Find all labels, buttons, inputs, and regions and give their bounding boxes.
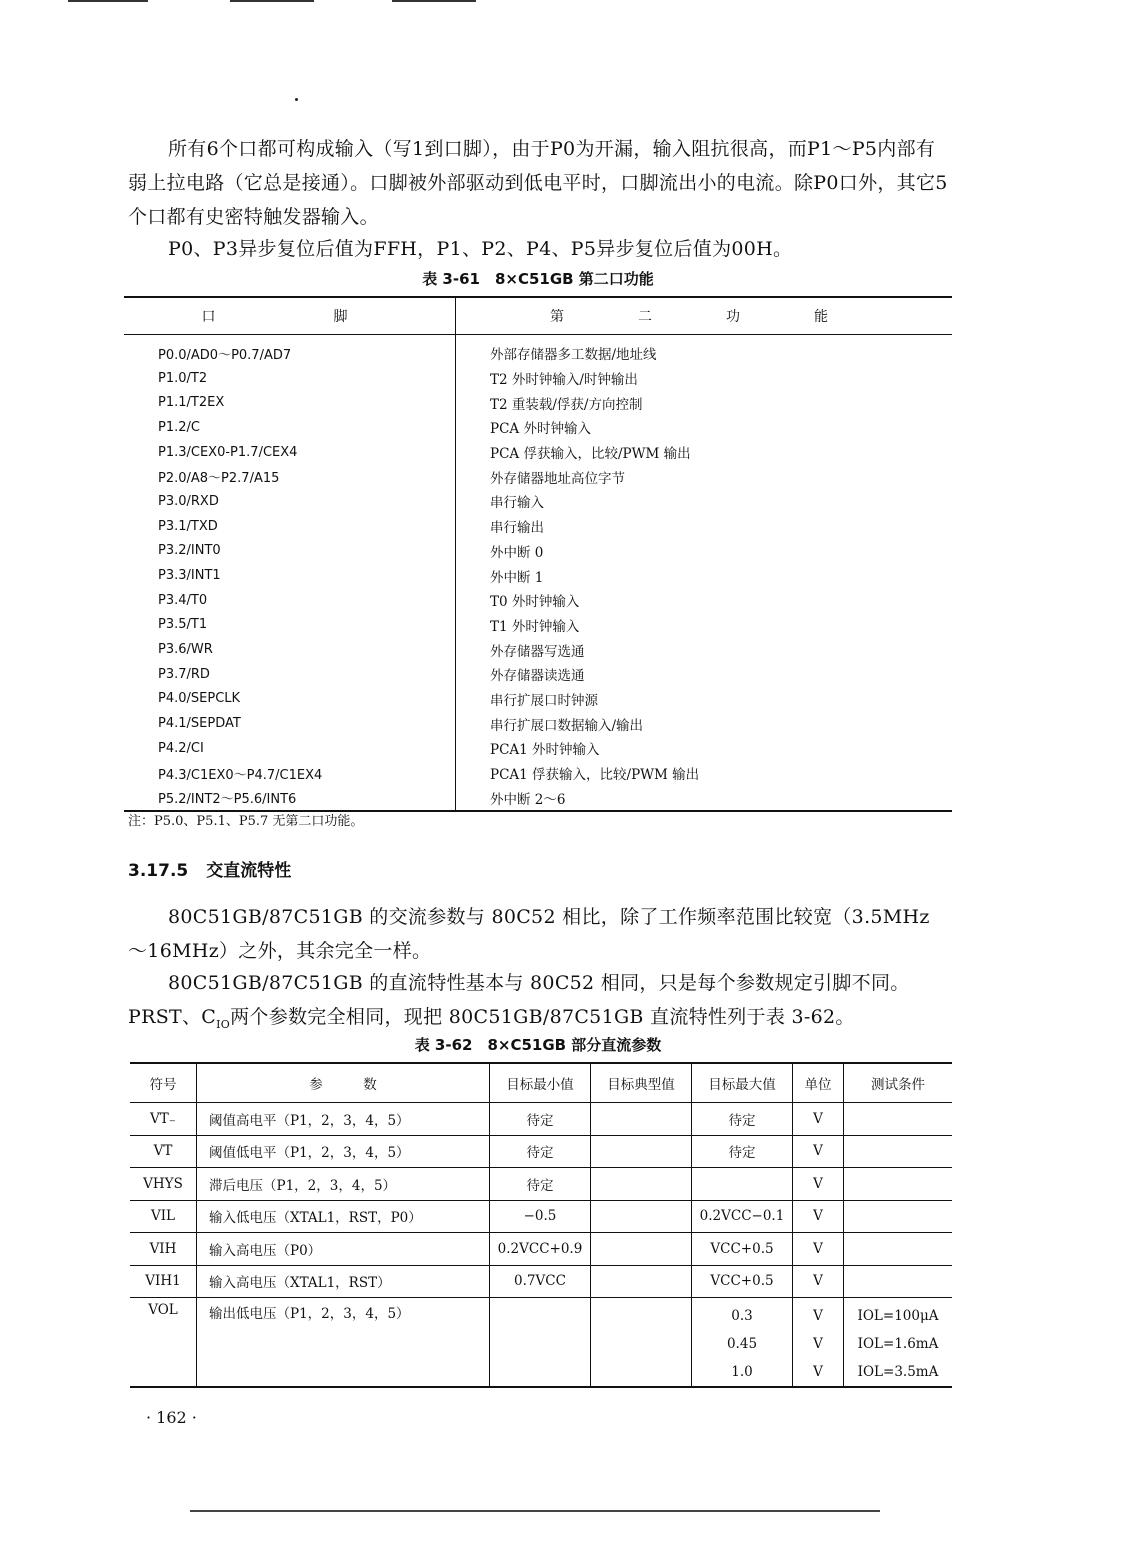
section-number: 3.17.5 [128,861,189,881]
pin-name: P3.6/WR [124,637,456,662]
table-row [124,687,952,712]
pin-function: 外存储器地址高位字节 [490,470,625,487]
paragraph-dc-text: 80C51GB/87C51GB 的直流特性基本与 80C52 相同，只是每个参数规定引脚不同。PRST、C [128,972,910,1028]
pin-name: P4.3/C1EX0～P4.7/C1EX4 [124,761,456,786]
max-cell: VCC+0.5 [692,1265,793,1298]
table-row [124,637,952,662]
pin-name: P3.3/INT1 [124,563,456,588]
symbol-cell: VIL [130,1200,197,1233]
parameter-cell: 阈值低电平（P1，2，3，4，5） [197,1135,490,1168]
column-header-unit: 单位 [793,1063,844,1103]
typ-cell [591,1233,692,1266]
column-header-parameter: 参 数 [197,1063,490,1103]
scan-edge-line [392,0,476,2]
paragraph-dc-text-end: 两个参数完全相同，现把 80C51GB/87C51GB 直流特性列于表 3-62。 [230,1006,855,1028]
table-row [124,539,952,564]
table-row [124,711,952,736]
condition-cell [844,1135,953,1168]
section-heading [128,856,291,881]
parameter-cell: 滞后电压（P1，2，3，4，5） [197,1168,490,1201]
max-cell [692,1298,793,1388]
pin-name: P3.1/TXD [124,514,456,539]
table-row [124,588,952,613]
unit-value: V [813,1364,823,1380]
condition-cell [844,1103,953,1136]
table-row [124,785,952,811]
scan-edge-line [190,1510,880,1512]
min-cell: 0.2VCC+0.9 [490,1233,591,1266]
typ-cell [591,1200,692,1233]
pin-name: P0.0/AD0～P0.7/AD7 [124,335,456,366]
pin-name: P1.3/CEX0-P1.7/CEX4 [124,440,456,465]
column-header-pin: 口 脚 [124,297,456,335]
symbol-cell: VT [130,1135,197,1168]
table-62-dc-parameters [130,1062,952,1388]
max-cell: VCC+0.5 [692,1233,793,1266]
parameter-cell: 输入高电压（XTAL1，RST） [197,1265,490,1298]
pin-name: P2.0/A8～P2.7/A15 [124,464,456,489]
table-row [124,440,952,465]
unit-cell: V [793,1135,844,1168]
column-header-function: 第 二 功 能 [456,297,953,335]
max-cell: 待定 [692,1103,793,1136]
table-61-second-functions [124,296,952,812]
min-cell [490,1298,591,1388]
typ-cell [591,1135,692,1168]
paragraph-ac-params: 80C51GB/87C51GB 的交流参数与 80C52 相比，除了工作频率范围比较宽（3.5MHz～16MHz）之外，其余完全一样。 [128,906,930,962]
symbol-cell: VIH1 [130,1265,197,1298]
section-title: 交直流特性 [206,861,292,881]
column-header-max: 目标最大值 [692,1063,793,1103]
unit-cell: V [793,1233,844,1266]
column-header-condition: 测试条件 [844,1063,953,1103]
unit-value: V [813,1308,823,1324]
pin-function: 串行输入 [490,495,544,512]
pin-name: P1.2/C [124,415,456,440]
pin-name: P3.7/RD [124,662,456,687]
symbol-cell: VIH [130,1233,197,1266]
table-row [130,1135,952,1168]
table-row [130,1103,952,1136]
parameter-cell: 阈值高电平（P1，2，3，4，5） [197,1103,490,1136]
pin-function: 外部存储器多工数据/地址线 [490,347,657,364]
pin-name: P3.5/T1 [124,613,456,638]
table-row [124,514,952,539]
paragraph-dc-params [128,966,948,1042]
parameter-cell: 输入低电压（XTAL1，RST，P0） [197,1200,490,1233]
typ-cell [591,1103,692,1136]
pin-name: P5.2/INT2～P5.6/INT6 [124,785,456,811]
table-row [124,489,952,514]
parameter-cell: 输入高电压（P0） [197,1233,490,1266]
pin-function: T2 外时钟输入/时钟输出 [490,372,638,389]
pin-function: 外中断 2～6 [456,785,953,811]
cond-value: IOL=1.6mA [857,1336,939,1352]
pin-name: P4.0/SEPCLK [124,687,456,712]
max-cell: 0.2VCC−0.1 [692,1200,793,1233]
max-value: 0.3 [731,1308,753,1324]
typ-cell [591,1298,692,1388]
condition-cell [844,1233,953,1266]
paragraph-ports-input: 所有6个口都可构成输入（写1到口脚），由于P0为开漏，输入阻抗很高，而P1～P5内部有弱上拉电路（它总是接通）。口脚被外部驱动到低电平时，口脚流出小的电流。除P0口外，其它5个口都有史密特触发器输入。 [128,138,948,228]
table-row [124,335,952,366]
pin-function: PCA1 外时钟输入 [490,742,600,759]
pin-name: P4.1/SEPDAT [124,711,456,736]
column-header-symbol: 符号 [130,1063,197,1103]
table-row [130,1265,952,1298]
unit-cell: V [793,1200,844,1233]
pin-function: 外中断 1 [490,569,544,586]
page-number: · 162 · [146,1408,197,1427]
min-cell: 0.7VCC [490,1265,591,1298]
symbol-cell: VT₋ [130,1103,197,1136]
pin-function: 外中断 0 [490,544,544,561]
parameter-cell: 输出低电压（P1，2，3，4，5） [197,1298,490,1388]
table-row [130,1200,952,1233]
scan-speck [295,98,298,101]
pin-name: P3.0/RXD [124,489,456,514]
table-62-caption: 表 3-62 8×C51GB 部分直流参数 [414,1036,662,1054]
pin-function: 串行扩展口数据输入/输出 [490,717,644,734]
pin-function: T1 外时钟输入 [490,618,580,635]
pin-function: 外存储器读选通 [490,668,585,685]
paragraph-reset-values: P0、P3异步复位后值为FFH，P1、P2、P4、P5异步复位后值为00H。 [168,238,793,260]
table-row [124,736,952,761]
pin-name: P3.4/T0 [124,588,456,613]
min-cell: 待定 [490,1103,591,1136]
pin-name: P1.1/T2EX [124,390,456,415]
cio-subscript: IO [216,1017,231,1031]
scan-edge-line [68,0,148,2]
symbol-cell: VOL [130,1298,197,1388]
unit-cell: V [793,1168,844,1201]
unit-cell: V [793,1103,844,1136]
cond-cell [844,1298,953,1388]
scan-edge-line [230,0,314,2]
max-cell [692,1168,793,1201]
pin-name: P1.0/T2 [124,366,456,391]
typ-cell [591,1168,692,1201]
pin-function: PCA1 俘获输入，比较/PWM 输出 [490,767,700,784]
table-row [124,662,952,687]
unit-value: V [813,1336,823,1352]
unit-cell [793,1298,844,1388]
symbol-cell: VHYS [130,1168,197,1201]
min-cell: 待定 [490,1135,591,1168]
typ-cell [591,1265,692,1298]
pin-function: PCA 俘获输入，比较/PWM 输出 [490,446,691,463]
table-row [124,613,952,638]
table-row [124,390,952,415]
pin-name: P4.2/CI [124,736,456,761]
max-cell: 待定 [692,1135,793,1168]
column-header-typ: 目标典型值 [591,1063,692,1103]
pin-function: 外存储器写选通 [490,643,585,660]
condition-cell [844,1265,953,1298]
pin-function: PCA 外时钟输入 [490,421,591,438]
table-row [124,464,952,489]
table-row [124,366,952,391]
pin-function: T0 外时钟输入 [490,594,580,611]
condition-cell [844,1200,953,1233]
table-row [124,563,952,588]
pin-function: T2 重装载/俘获/方向控制 [490,396,643,413]
table-row [124,415,952,440]
pin-function: 串行输出 [490,520,544,537]
cond-value: IOL=3.5mA [857,1364,939,1380]
min-cell: 待定 [490,1168,591,1201]
table-row [130,1233,952,1266]
condition-cell [844,1168,953,1201]
table-61-caption: 表 3-61 8×C51GB 第二口功能 [422,270,654,288]
unit-cell: V [793,1265,844,1298]
cond-value: IOL=100μA [857,1308,939,1324]
max-value: 0.45 [726,1336,758,1352]
pin-function: 串行扩展口时钟源 [490,692,598,709]
table-row [130,1168,952,1201]
max-value: 1.0 [731,1364,753,1380]
min-cell: −0.5 [490,1200,591,1233]
table-row [124,761,952,786]
pin-name: P3.2/INT0 [124,539,456,564]
table-61-note: 注：P5.0、P5.1、P5.7 无第二口功能。 [128,814,364,829]
column-header-min: 目标最小值 [490,1063,591,1103]
table-row [130,1298,952,1388]
